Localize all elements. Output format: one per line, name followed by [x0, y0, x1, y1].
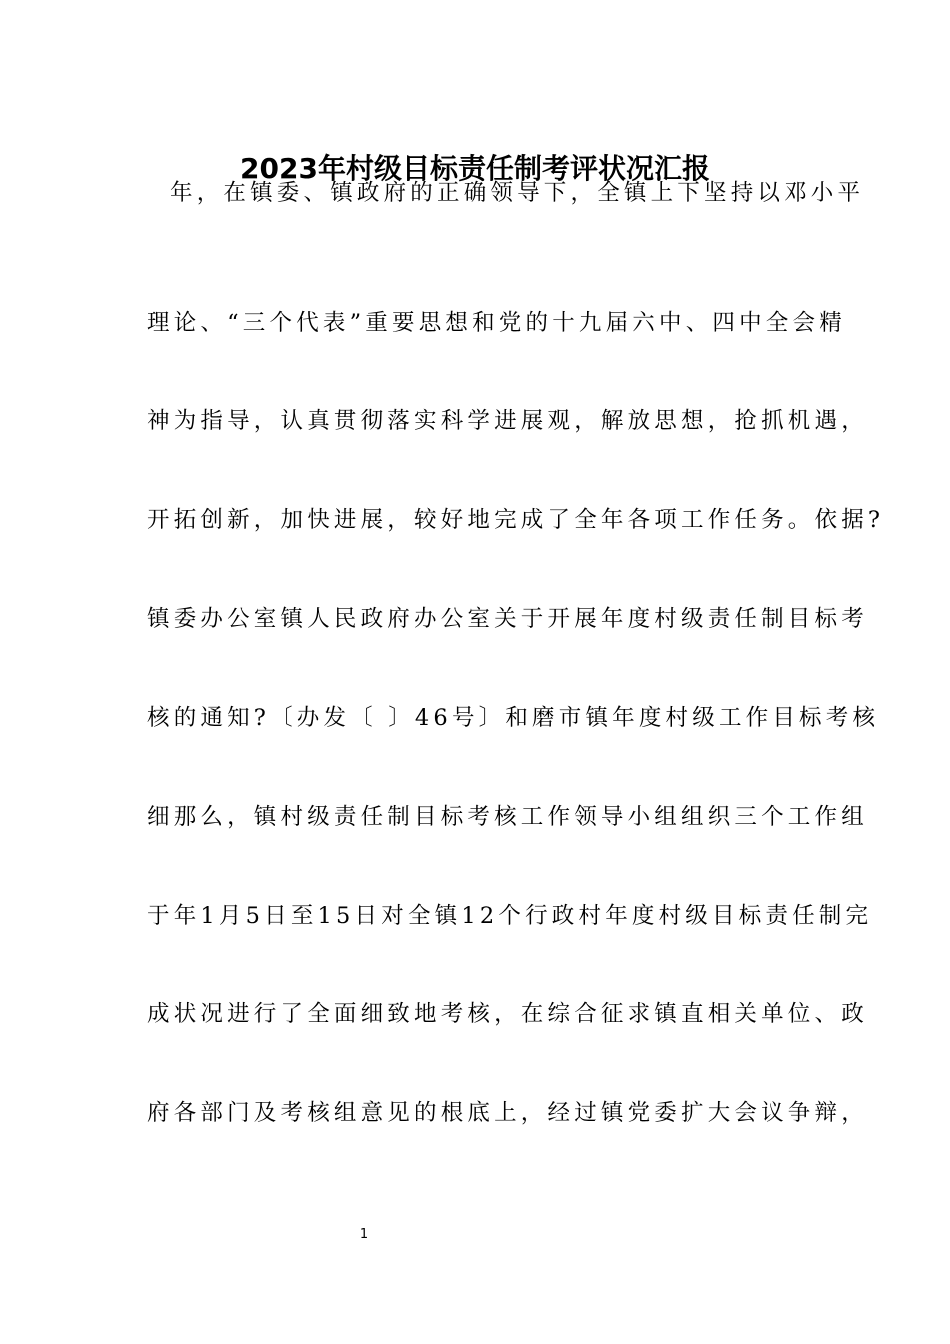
body-line-4: 开拓创新，加快进展，较好地完成了全年各项工作任务。依据? — [147, 507, 885, 533]
body-line-8: 于年1月5日至15日对全镇12个行政村年度村级目标责任制完 — [147, 903, 873, 929]
body-line-1: 年，在镇委、镇政府的正确领导下，全镇上下坚持以邓小平 — [170, 180, 865, 206]
body-line-6: 核的通知?〔办发〔 〕46号〕和磨市镇年度村级工作目标考核 — [147, 705, 880, 731]
body-line-5: 镇委办公室镇人民政府办公室关于开展年度村级责任制目标考 — [147, 606, 868, 632]
body-line-7: 细那么，镇村级责任制目标考核工作领导小组组织三个工作组 — [147, 804, 868, 830]
body-line-3: 神为指导，认真贯彻落实科学进展观，解放思想，抢抓机遇， — [147, 408, 868, 434]
body-line-9: 成状况进行了全面细致地考核，在综合征求镇直相关单位、政 — [147, 1001, 868, 1027]
document-title: 2023年村级目标责任制考评状况汇报 — [240, 151, 710, 185]
body-line-2: 理论、“三个代表”重要思想和党的十九届六中、四中全会精 — [147, 310, 846, 336]
page-number: 1 — [359, 1227, 369, 1242]
body-line-10: 府各部门及考核组意见的根底上，经过镇党委扩大会议争辩， — [147, 1100, 868, 1126]
